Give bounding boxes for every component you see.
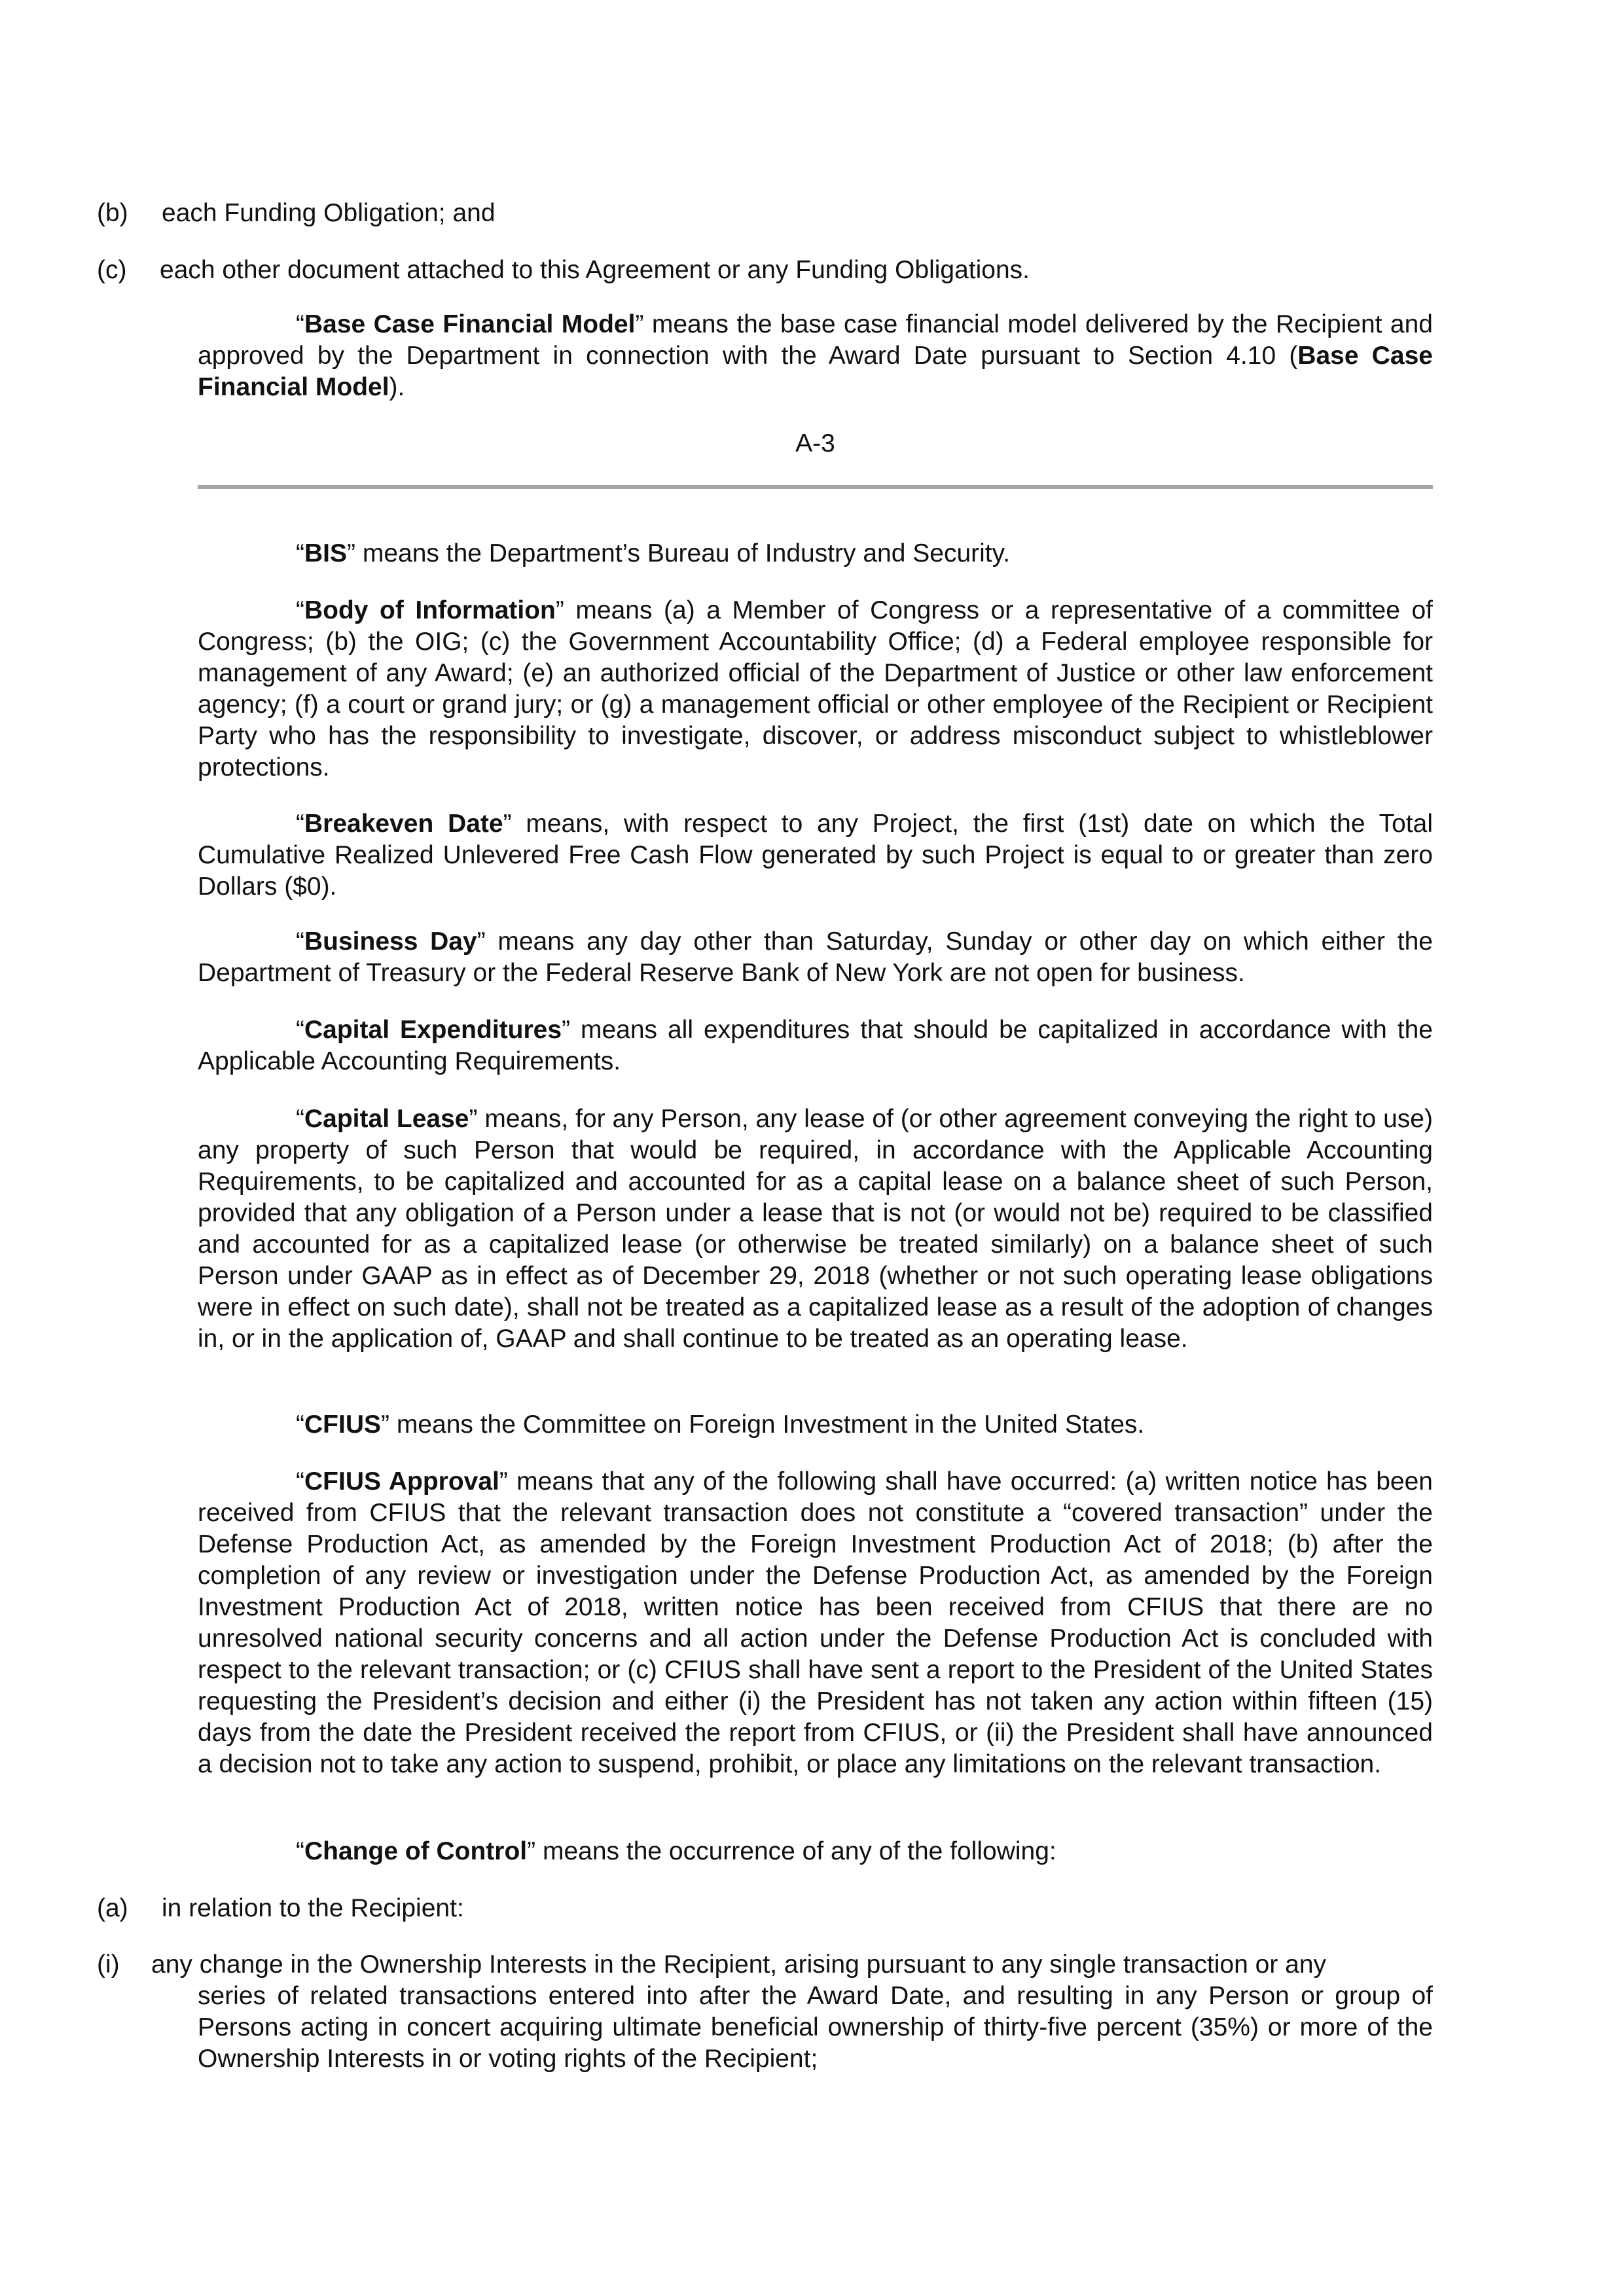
- definition-body-of-information: “Body of Information” means (a) a Member of Congress or a representative of a committee of Congress; (b) the OIG; (c) the Government Accountability Office; (d) a Federal employee responsible for management of any Award; (e) an authorized official of the Department of Justice or other law enforcement agency; (f) a court or grand jury; or (g) a management official or other employee of the Recipient or Recipient Party who has the responsibility to investigate, discover, or address misconduct subject to whistleblower protections.: [198, 596, 1433, 781]
- definition-breakeven-date: “Breakeven Date” means, with respect to any Project, the first (1st) date on which the Total Cumulative Realized Unlevered Free Cash Flow generated by such Project is equal to or greater than zero Dollars ($0).: [198, 810, 1433, 901]
- list-marker: (a): [97, 1894, 128, 1922]
- list-marker: (i): [97, 1950, 120, 1979]
- definition-bis: “BIS” means the Department’s Bureau of Industry and Security.: [296, 539, 1011, 567]
- list-item-b: [97, 198, 1432, 229]
- list-text-first-line: any change in the Ownership Interests in the Recipient, arising pursuant to any single transaction or any: [151, 1950, 1327, 1979]
- list-text: in relation to the Recipient:: [162, 1894, 464, 1922]
- page-break-rule: [198, 485, 1433, 489]
- page-number: A-3: [795, 429, 835, 457]
- defined-term: Breakeven Date: [304, 810, 503, 838]
- definition-capital-expenditures: “Capital Expenditures” means all expenditures that should be capitalized in accordance with the Applicable Accounting Requirements.: [198, 1016, 1433, 1075]
- definition-capital-lease: “Capital Lease” means, for any Person, any lease of (or other agreement conveying the right to use) any property of such Person that would be required, in accordance with the Applicable Accounting Requirements, to be capitalized and accounted for as a capital lease on a balance sheet of such Person, provided that any obligation of a Person under a lease that is not (or would not be) required to be classified and accounted for as a capitalized lease (or otherwise be treated similarly) on a balance sheet of such Person under GAAP as in effect as of December 29, 2018 (whether or not such operating lease obligations were in effect on such date), shall not be treated as a capitalized lease as a result of the adoption of changes in, or in the application of, GAAP and shall continue to be treated as an operating lease.: [198, 1105, 1433, 1353]
- list-item-i-continuation: series of related transactions entered into after the Award Date, and resulting in any Person or group of Persons acting in concert acquiring ultimate beneficial ownership of thirty-five percent (35%) or more of the Ownership Interests in or voting rights of the Recipient;: [198, 1982, 1433, 2073]
- defined-term: CFIUS Approval: [304, 1467, 499, 1496]
- list-marker: (b): [97, 199, 128, 227]
- definition-cfius-approval: “CFIUS Approval” means that any of the following shall have occurred: (a) written notice has been received from CFIUS that the relevant transaction does not constitute a “covered transaction” under the Defense Production Act, as amended by the Foreign Investment Production Act of 2018; (b) after the completion of any review or investigation under the Defense Production Act, as amended by the Foreign Investment Production Act of 2018, written notice has been received from CFIUS that there are no unresolved national security concerns and all action under the Defense Production Act is concluded with respect to the relevant transaction; or (c) CFIUS shall have sent a report to the President of the United States requesting the President’s decision and either (i) the President has not taken any action within fifteen (15) days from the date the President received the report from CFIUS, or (ii) the President shall have announced a decision not to take any action to suspend, prohibit, or place any limitations on the relevant transaction.: [198, 1467, 1433, 1778]
- defined-term: BIS: [304, 539, 348, 567]
- defined-term: Base Case Financial Model: [304, 310, 636, 338]
- definition-base-case-financial-model: “Base Case Financial Model” means the base case financial model delivered by the Recipient and approved by the Department in connection with the Award Date pursuant to Section 4.10 (Base Case Financial Model).: [198, 310, 1433, 401]
- defined-term: Change of Control: [304, 1837, 528, 1865]
- defined-term: Body of Information: [304, 596, 556, 624]
- definition-business-day: “Business Day” means any day other than Saturday, Sunday or other day on which either the Department of Treasury or the Federal Reserve Bank of New York are not open for business.: [198, 927, 1433, 987]
- list-text: each other document attached to this Agreement or any Funding Obligations.: [160, 256, 1030, 284]
- defined-term: CFIUS: [304, 1410, 381, 1439]
- definition-change-of-control: “Change of Control” means the occurrence of any of the following:: [296, 1837, 1056, 1865]
- defined-term: Business Day: [304, 927, 477, 956]
- defined-term-reference: Base Case Financial Model: [198, 342, 1433, 401]
- list-item-i: [97, 1949, 1432, 1981]
- list-marker: (c): [97, 256, 127, 284]
- defined-term: Capital Lease: [304, 1105, 469, 1133]
- definition-cfius: “CFIUS” means the Committee on Foreign Investment in the United States.: [296, 1410, 1145, 1439]
- list-item-a: [97, 1893, 1432, 1924]
- list-item-c: [97, 255, 1432, 286]
- list-text: each Funding Obligation; and: [162, 199, 496, 227]
- defined-term: Capital Expenditures: [304, 1016, 562, 1044]
